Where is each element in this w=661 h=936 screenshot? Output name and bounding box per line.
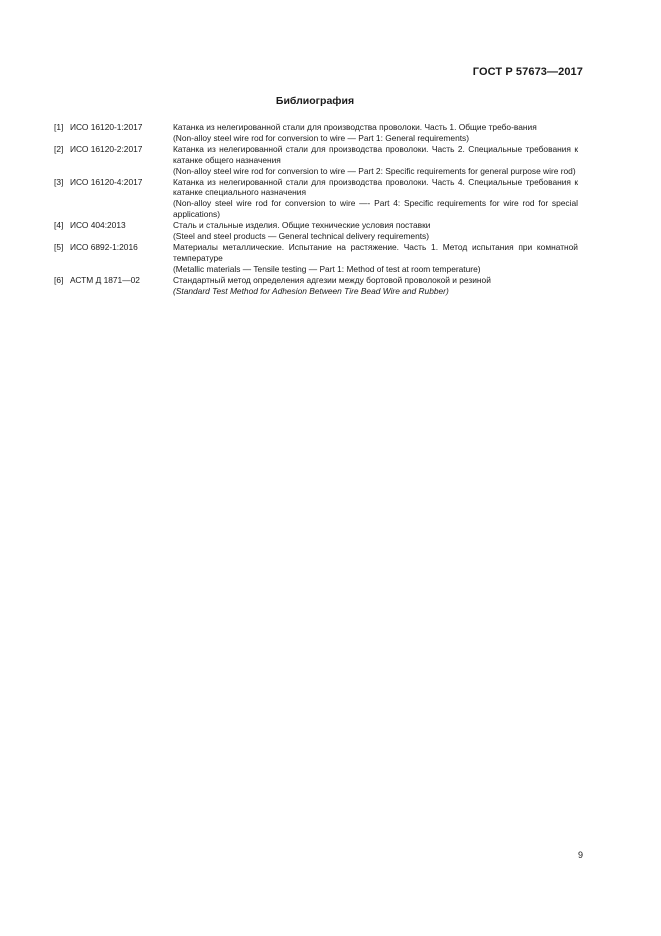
entry-standard-code: ИСО 16120-4:2017	[70, 176, 143, 187]
page-number: 9	[577, 850, 583, 860]
entry-standard-code: ИСО 6892-1:2016	[70, 241, 138, 252]
entry-title-ru: Катанка из нелегированной стали для производства проволоки. Часть 1. Общие требо-вания	[173, 122, 537, 132]
bibliography-entry	[54, 144, 578, 177]
entry-description	[173, 144, 578, 177]
document-code-header: ГОСТ Р 57673—2017	[472, 66, 583, 78]
entry-title-en: (Metallic materials — Tensile testing — Part 1: Method of test at room temperature)	[173, 263, 481, 274]
entry-description	[173, 275, 578, 297]
bibliography-entry	[54, 177, 578, 221]
entry-title-en: (Non-alloy steel wire rod for conversion to wire —- Part 4: Specific requirements for wire rod for special applications)	[173, 198, 578, 220]
bibliography-list	[54, 122, 578, 297]
entry-description	[173, 242, 578, 275]
bibliography-entry	[54, 275, 578, 297]
entry-standard-code: ИСО 16120-1:2017	[70, 122, 143, 132]
entry-number: [4]	[54, 220, 64, 231]
entry-title-en: (Non-alloy steel wire rod for conversion to wire — Part 1: General requirements)	[173, 132, 470, 143]
bibliography-entry	[54, 122, 578, 144]
entry-standard-code: ИСО 16120-2:2017	[70, 143, 143, 154]
entry-standard-code: АСТМ Д 1871—02	[70, 274, 140, 285]
page-title: Библиография	[275, 95, 355, 107]
entry-number: [2]	[54, 143, 64, 154]
entry-number: [5]	[54, 241, 64, 252]
entry-title-ru: Катанка из нелегированной стали для производства проволоки. Часть 4. Специальные требования к катанке специального назначения	[173, 176, 578, 198]
entry-description	[173, 177, 578, 221]
entry-number: [6]	[54, 274, 64, 285]
entry-number: [3]	[54, 176, 64, 187]
entry-description	[173, 220, 578, 242]
bibliography-entry	[54, 220, 578, 242]
entry-title-ru: Катанка из нелегированной стали для производства проволоки. Часть 2. Специальные требования к катанке общего назначения	[173, 143, 578, 165]
entry-standard-code: ИСО 404:2013	[70, 220, 126, 231]
entry-number: [1]	[54, 122, 64, 132]
bibliography-entry	[54, 242, 578, 275]
entry-title-ru: Сталь и стальные изделия. Общие технические условия поставки	[173, 220, 431, 231]
entry-title-ru: Стандартный метод определения адгезии между бортовой проволокой и резиной	[173, 274, 491, 285]
entry-title-en: (Standard Test Method for Adhesion Between Tire Bead Wire and Rubber)	[173, 285, 449, 296]
entry-title-ru: Материалы металлические. Испытание на растяжение. Часть 1. Метод испытания при комнатной температуре	[173, 241, 578, 263]
entry-title-en: (Non-alloy steel wire rod for conversion to wire — Part 2: Specific requirements for general purpose wire rod)	[173, 165, 576, 176]
entry-title-en: (Steel and steel products — General technical delivery requirements)	[173, 231, 430, 242]
entry-description	[173, 122, 578, 144]
